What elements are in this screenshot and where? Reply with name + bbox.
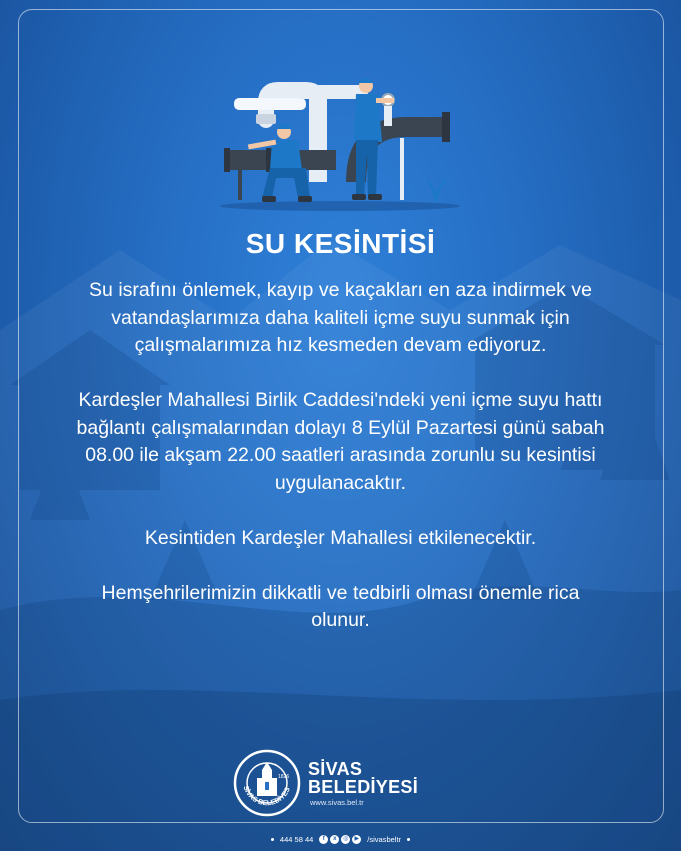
announcement-body — [70, 277, 611, 662]
seal-text: SİVAS BELEDİYES — [241, 785, 292, 808]
footer-contact-bar — [0, 832, 681, 846]
municipality-seal-icon — [232, 748, 302, 818]
paragraph-affected-area: Kesintiden Kardeşler Mahallesi etkilenecektir. — [144, 526, 537, 549]
water-pipe-workers-illustration — [206, 72, 474, 214]
municipality-name — [308, 760, 418, 796]
footer-dot-left — [271, 838, 274, 841]
page-title: SU KESİNTİSİ — [245, 228, 436, 259]
footer-dot-right — [407, 838, 410, 841]
youtube-icon: ▶ — [352, 835, 361, 844]
paragraph-intro: Su israfını önlemek, kayıp ve kaçakları en aza indirmek ve vatandaşlarımıza daha kaliteli içme suyu sunmak için çalışmalarımıza hız kesmeden devam ediyoruz. — [89, 279, 592, 356]
social-icons — [319, 835, 361, 844]
instagram-icon: ◎ — [343, 835, 349, 842]
municipality-logo — [232, 748, 452, 818]
paragraph-request: Hemşehrilerimizin dikkatli ve tedbirli olması önemle rica olunur. — [101, 581, 580, 631]
facebook-icon: f — [319, 835, 328, 844]
twitter-icon: x — [330, 835, 339, 844]
municipality-website: www.sivas.bel.tr — [310, 798, 364, 807]
municipality-name-line1: SİVAS — [308, 759, 363, 779]
municipality-name-line2: BELEDİYESİ — [308, 777, 419, 797]
seal-year: 1826 — [278, 774, 290, 780]
social-handle: /sivasbeltr — [367, 834, 402, 844]
phone-number: 444 58 44 — [279, 834, 314, 844]
paragraph-outage-details: Kardeşler Mahallesi Birlik Caddesi'ndeki yeni içme suyu hattı bağlantı çalışmalarından dolayı 8 Eylül Pazartesi günü sabah 08.00 ile akşam 22.00 saatleri arasında zorunlu su kesintisi uygulanacaktır. — [76, 389, 605, 494]
